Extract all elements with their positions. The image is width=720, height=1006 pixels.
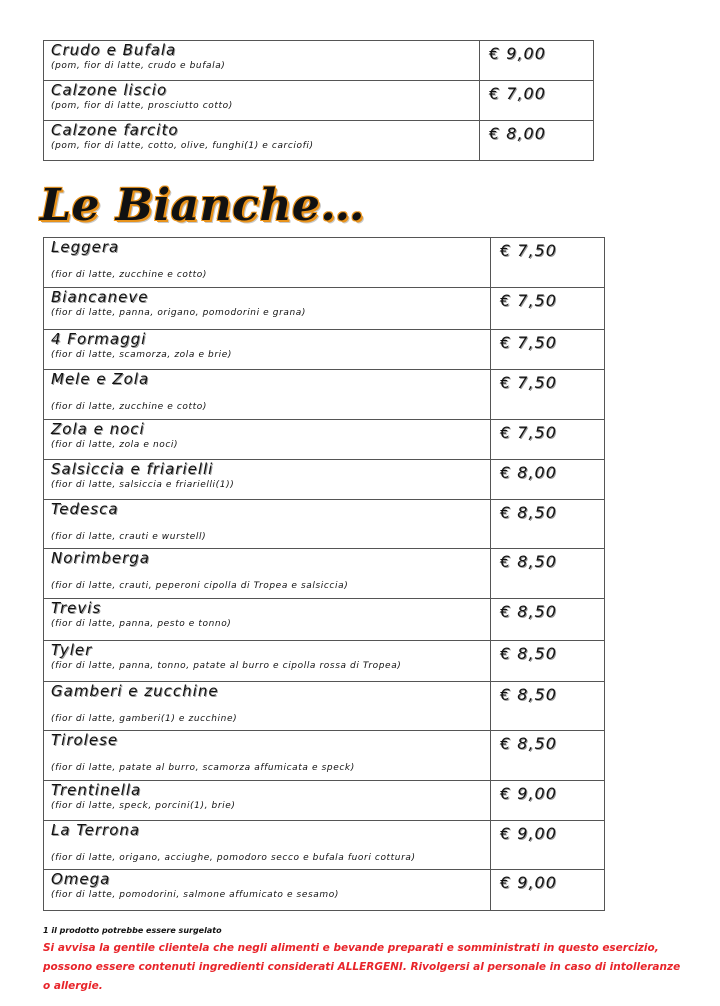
pizza-ingredients: (fior di latte, crauti e wurstell) xyxy=(51,532,207,542)
pizza-price: € 8,50 xyxy=(500,503,557,522)
menu-item-row xyxy=(44,81,594,121)
pizza-ingredients: (fior di latte, speck, porcini(1), brie) xyxy=(51,801,236,811)
menu-item-cell xyxy=(44,370,491,420)
price-cell xyxy=(491,641,605,682)
menu-item-cell xyxy=(44,121,480,161)
menu-item-row xyxy=(44,330,605,370)
allergen-notice: Si avvisa la gentile clientela che negli alimenti e bevande preparati e somministrati in questo esercizio, possono essere contenuti ingredienti considerati ALLERGENI. Rivolgersi al personale in caso di intolleranze o allergie. xyxy=(43,942,681,992)
top-menu-table xyxy=(43,40,594,161)
pizza-name: Leggera xyxy=(51,238,120,256)
pizza-name: Salsiccia e friarielli xyxy=(51,460,214,478)
pizza-name: Trentinella xyxy=(51,781,142,799)
menu-item-cell xyxy=(44,599,491,641)
pizza-name: Omega xyxy=(51,870,111,888)
pizza-price: € 9,00 xyxy=(500,873,557,892)
menu-item-row xyxy=(44,781,605,821)
pizza-ingredients: (fior di latte, panna, tonno, patate al burro e cipolla rossa di Tropea) xyxy=(51,661,402,671)
price-cell xyxy=(491,330,605,370)
price-cell xyxy=(491,870,605,911)
pizza-price: € 9,00 xyxy=(489,44,546,63)
price-cell xyxy=(491,821,605,870)
menu-item-cell xyxy=(44,682,491,731)
bianche-menu-body xyxy=(44,238,605,911)
row-spacer xyxy=(51,701,490,713)
row-spacer xyxy=(51,750,490,762)
pizza-name: Tyler xyxy=(51,641,93,659)
menu-item-row xyxy=(44,370,605,420)
menu-item-row xyxy=(44,288,605,330)
pizza-name: Calzone farcito xyxy=(51,121,179,139)
pizza-ingredients: (fior di latte, pomodorini, salmone affumicato e sesamo) xyxy=(51,890,339,900)
menu-item-cell xyxy=(44,420,491,460)
pizza-price: € 7,50 xyxy=(500,241,557,260)
pizza-name: Gamberi e zucchine xyxy=(51,682,219,700)
menu-item-cell xyxy=(44,238,491,288)
pizza-ingredients: (fior di latte, patate al burro, scamorza affumicata e speck) xyxy=(51,763,355,773)
pizza-price: € 8,50 xyxy=(500,552,557,571)
pizza-price: € 7,50 xyxy=(500,333,557,352)
menu-item-row xyxy=(44,41,594,81)
frozen-footnote: 1 il prodotto potrebbe essere surgelato xyxy=(43,926,222,935)
price-cell xyxy=(491,549,605,599)
pizza-ingredients: (fior di latte, panna, pesto e tonno) xyxy=(51,619,232,629)
pizza-name: Calzone liscio xyxy=(51,81,168,99)
price-cell xyxy=(491,500,605,549)
row-spacer xyxy=(51,257,490,269)
row-spacer xyxy=(51,389,490,401)
price-cell xyxy=(480,41,594,81)
menu-item-cell xyxy=(44,330,491,370)
price-cell xyxy=(491,370,605,420)
pizza-name: Zola e noci xyxy=(51,420,145,438)
menu-item-cell xyxy=(44,81,480,121)
pizza-price: € 8,00 xyxy=(500,463,557,482)
pizza-name: Trevis xyxy=(51,599,102,617)
pizza-ingredients: (fior di latte, salsiccia e friarielli(1)) xyxy=(51,480,235,490)
menu-item-row xyxy=(44,870,605,911)
pizza-ingredients: (fior di latte, gamberi(1) e zucchine) xyxy=(51,714,238,724)
menu-item-cell xyxy=(44,781,491,821)
price-cell xyxy=(491,682,605,731)
menu-item-row xyxy=(44,420,605,460)
menu-item-cell xyxy=(44,288,491,330)
pizza-name: Norimberga xyxy=(51,549,150,567)
pizza-ingredients: (pom, fior di latte, prosciutto cotto) xyxy=(51,101,233,111)
pizza-price: € 8,50 xyxy=(500,602,557,621)
pizza-price: € 8,50 xyxy=(500,734,557,753)
price-cell xyxy=(480,81,594,121)
pizza-name: 4 Formaggi xyxy=(51,330,147,348)
price-cell xyxy=(480,121,594,161)
top-menu-body xyxy=(44,41,594,161)
pizza-ingredients: (fior di latte, panna, origano, pomodorini e grana) xyxy=(51,308,307,318)
section-title: Le Bianche… xyxy=(40,180,365,231)
pizza-name: La Terrona xyxy=(51,821,141,839)
pizza-price: € 7,00 xyxy=(489,84,546,103)
price-cell xyxy=(491,238,605,288)
pizza-name: Crudo e Bufala xyxy=(51,41,177,59)
pizza-name: Mele e Zola xyxy=(51,370,150,388)
menu-item-cell xyxy=(44,41,480,81)
menu-item-cell xyxy=(44,731,491,781)
menu-item-cell xyxy=(44,870,491,911)
price-cell xyxy=(491,288,605,330)
pizza-price: € 7,50 xyxy=(500,291,557,310)
pizza-name: Tirolese xyxy=(51,731,119,749)
row-spacer xyxy=(51,519,490,531)
row-spacer xyxy=(51,568,490,580)
pizza-name: Biancaneve xyxy=(51,288,149,306)
pizza-price: € 8,50 xyxy=(500,685,557,704)
pizza-name: Tedesca xyxy=(51,500,119,518)
price-cell xyxy=(491,420,605,460)
price-cell xyxy=(491,460,605,500)
pizza-ingredients: (fior di latte, zucchine e cotto) xyxy=(51,402,208,412)
pizza-ingredients: (fior di latte, zucchine e cotto) xyxy=(51,270,208,280)
menu-item-row xyxy=(44,641,605,682)
menu-item-row xyxy=(44,460,605,500)
menu-item-cell xyxy=(44,821,491,870)
row-spacer xyxy=(51,840,490,852)
bianche-menu-table xyxy=(43,237,605,911)
menu-item-row xyxy=(44,821,605,870)
pizza-price: € 9,00 xyxy=(500,824,557,843)
pizza-ingredients: (pom, fior di latte, cotto, olive, funghi(1) e carciofi) xyxy=(51,141,314,151)
pizza-ingredients: (fior di latte, zola e noci) xyxy=(51,440,179,450)
pizza-price: € 7,50 xyxy=(500,423,557,442)
pizza-price: € 8,50 xyxy=(500,644,557,663)
pizza-ingredients: (fior di latte, origano, acciughe, pomodoro secco e bufala fuori cottura) xyxy=(51,853,416,863)
menu-item-row xyxy=(44,731,605,781)
menu-item-row xyxy=(44,238,605,288)
menu-item-row xyxy=(44,682,605,731)
pizza-price: € 7,50 xyxy=(500,373,557,392)
menu-item-row xyxy=(44,549,605,599)
menu-item-row xyxy=(44,599,605,641)
price-cell xyxy=(491,599,605,641)
price-cell xyxy=(491,731,605,781)
menu-item-row xyxy=(44,500,605,549)
pizza-ingredients: (fior di latte, scamorza, zola e brie) xyxy=(51,350,233,360)
menu-item-row xyxy=(44,121,594,161)
menu-item-cell xyxy=(44,500,491,549)
menu-item-cell xyxy=(44,641,491,682)
pizza-ingredients: (pom, fior di latte, crudo e bufala) xyxy=(51,61,226,71)
menu-item-cell xyxy=(44,549,491,599)
menu-item-cell xyxy=(44,460,491,500)
price-cell xyxy=(491,781,605,821)
pizza-ingredients: (fior di latte, crauti, peperoni cipolla di Tropea e salsiccia) xyxy=(51,581,349,591)
pizza-price: € 9,00 xyxy=(500,784,557,803)
pizza-price: € 8,00 xyxy=(489,124,546,143)
